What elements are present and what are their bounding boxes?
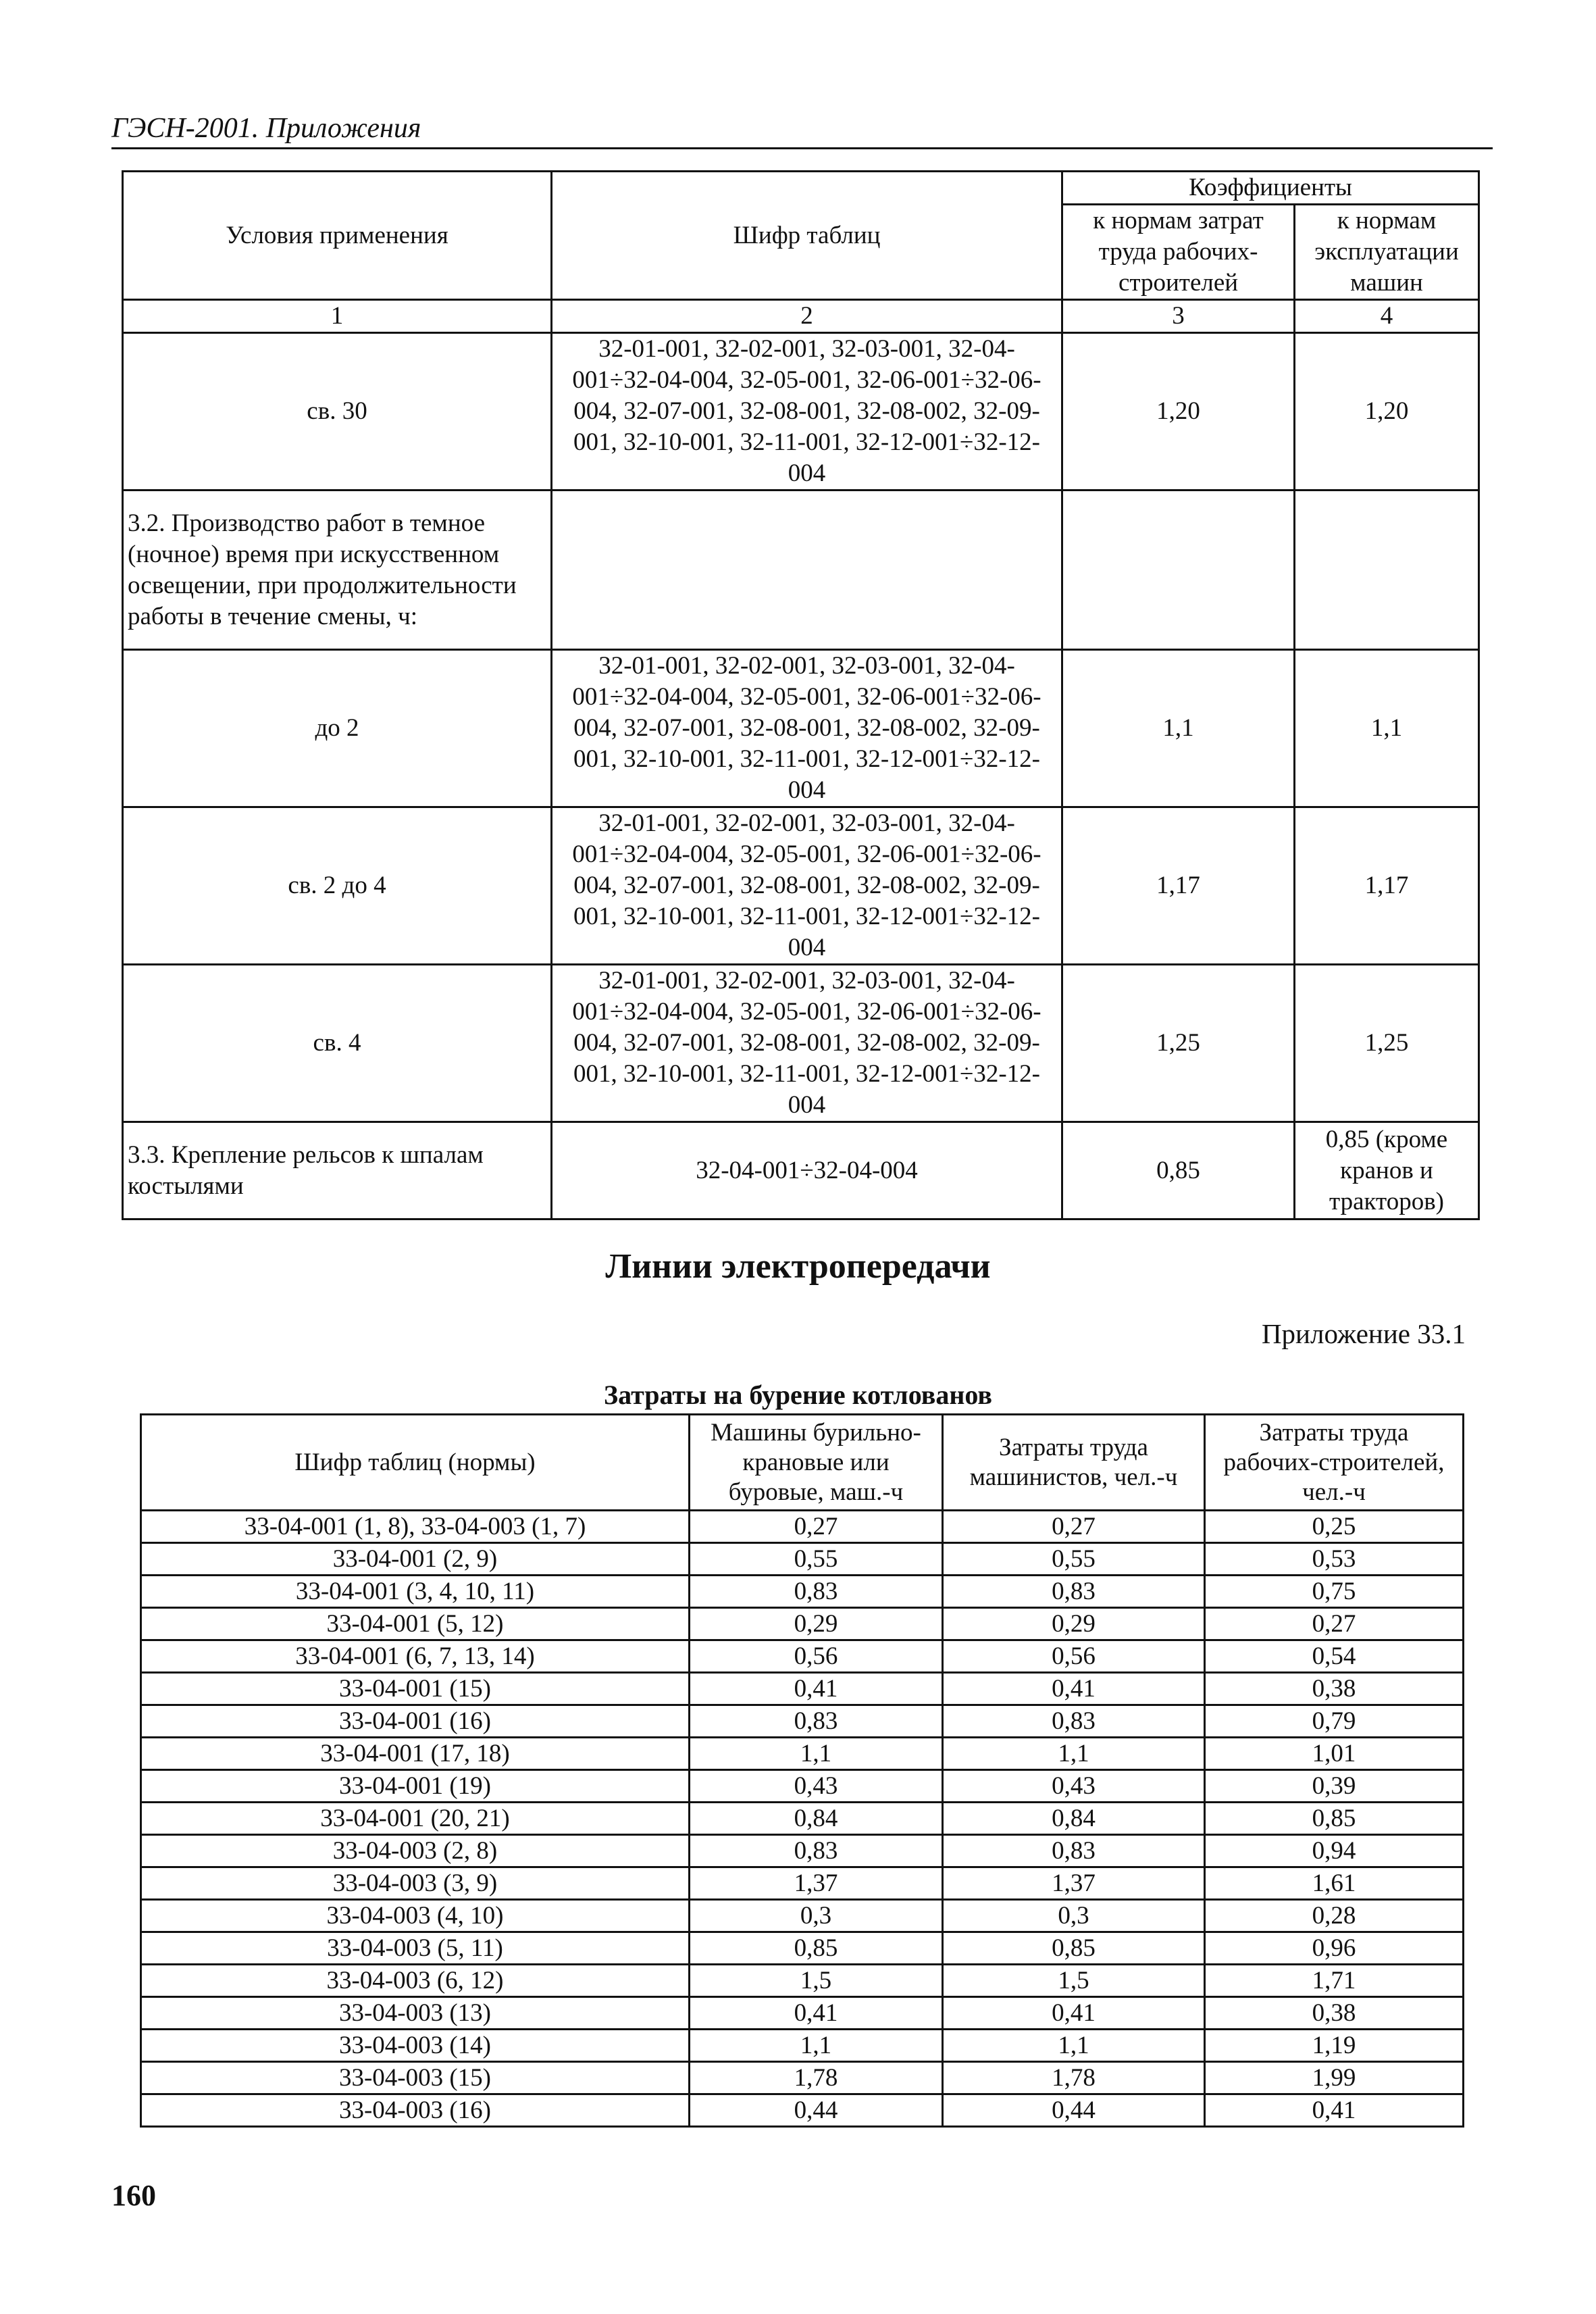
code-cell: 32-01-001, 32-02-001, 32-03-001, 32-04-001÷32-04-004, 32-05-001, 32-06-001÷32-06-004, 32-07-001, 32-08-001, 32-08-002, 32-09-001, 32-10-001, 32-11-001, 32-12-001÷32-12-004: [552, 807, 1062, 965]
labor-coef-cell: 1,17: [1062, 807, 1295, 965]
machines-cell: 0,83: [690, 1576, 943, 1608]
table-row: [123, 491, 1479, 650]
workers-cell: 0,39: [1205, 1770, 1464, 1803]
operators-cell: 0,43: [943, 1770, 1205, 1803]
code-cell: 33-04-001 (5, 12): [141, 1608, 690, 1640]
section-title: Линии электропередачи: [605, 1247, 991, 1286]
machine-coef-cell: 1,1: [1295, 650, 1479, 807]
code-cell: 33-04-003 (5, 11): [141, 1932, 690, 1965]
code-cell: 33-04-001 (2, 9): [141, 1543, 690, 1576]
labor-coef-cell: 1,25: [1062, 965, 1295, 1122]
code-cell: [552, 491, 1062, 650]
code-cell: 32-01-001, 32-02-001, 32-03-001, 32-04-001÷32-04-004, 32-05-001, 32-06-001÷32-06-004, 32-07-001, 32-08-001, 32-08-002, 32-09-001, 32-10-001, 32-11-001, 32-12-001÷32-12-004: [552, 650, 1062, 807]
operators-cell: 0,83: [943, 1576, 1205, 1608]
page-number: 160: [111, 2179, 156, 2212]
machines-cell: 0,56: [690, 1640, 943, 1673]
labor-coef-cell: 1,20: [1062, 333, 1295, 491]
code-cell: 33-04-001 (19): [141, 1770, 690, 1803]
labor-coef-cell: 1,1: [1062, 650, 1295, 807]
machines-cell: 0,3: [690, 1900, 943, 1932]
code-cell: 32-01-001, 32-02-001, 32-03-001, 32-04-001÷32-04-004, 32-05-001, 32-06-001÷32-06-004, 32-07-001, 32-08-001, 32-08-002, 32-09-001, 32-10-001, 32-11-001, 32-12-001÷32-12-004: [552, 333, 1062, 491]
running-header: ГЭСН-2001. Приложения: [111, 109, 1493, 149]
operators-cell: 0,56: [943, 1640, 1205, 1673]
operators-cell: 0,83: [943, 1705, 1205, 1738]
labor-coef-cell: 0,85: [1062, 1122, 1295, 1219]
table-row: [141, 1608, 1464, 1640]
table-row: [141, 2030, 1464, 2062]
code-cell: 33-04-001 (15): [141, 1673, 690, 1705]
table-row: [141, 1932, 1464, 1965]
workers-cell: 0,38: [1205, 1997, 1464, 2030]
table-row: [141, 1640, 1464, 1673]
machines-cell: 0,85: [690, 1932, 943, 1965]
header-code: Шифр таблиц (нормы): [141, 1415, 690, 1511]
operators-cell: 1,78: [943, 2062, 1205, 2094]
table-row: [141, 1511, 1464, 1543]
condition-cell: 3.3. Крепление рельсов к шпалам костылями: [123, 1122, 552, 1219]
code-cell: 33-04-001 (17, 18): [141, 1738, 690, 1770]
machines-cell: 0,83: [690, 1835, 943, 1867]
operators-cell: 0,41: [943, 1673, 1205, 1705]
code-cell: 32-01-001, 32-02-001, 32-03-001, 32-04-001÷32-04-004, 32-05-001, 32-06-001÷32-06-004, 32-07-001, 32-08-001, 32-08-002, 32-09-001, 32-10-001, 32-11-001, 32-12-001÷32-12-004: [552, 965, 1062, 1122]
table-row: [141, 1543, 1464, 1576]
machines-cell: 1,1: [690, 1738, 943, 1770]
drilling-costs-table: [140, 1413, 1464, 2128]
appendix-label: Приложение 33.1: [1261, 1318, 1466, 1349]
machines-cell: 0,43: [690, 1770, 943, 1803]
code-cell: 32-04-001÷32-04-004: [552, 1122, 1062, 1219]
workers-cell: 1,19: [1205, 2030, 1464, 2062]
labor-coef-cell: [1062, 491, 1295, 650]
workers-cell: 0,96: [1205, 1932, 1464, 1965]
table-row: [123, 965, 1479, 1122]
machines-cell: 0,41: [690, 1997, 943, 2030]
code-cell: 33-04-003 (15): [141, 2062, 690, 2094]
operators-cell: 0,27: [943, 1511, 1205, 1543]
machines-cell: 1,37: [690, 1867, 943, 1900]
workers-cell: 0,38: [1205, 1673, 1464, 1705]
header-code: Шифр таблиц: [552, 172, 1062, 300]
operators-cell: 0,85: [943, 1932, 1205, 1965]
machine-coef-cell: 0,85 (кроме кранов и тракторов): [1295, 1122, 1479, 1219]
code-cell: 33-04-003 (6, 12): [141, 1965, 690, 1997]
col-number: 2: [552, 300, 1062, 333]
header-workers: Затраты труда рабочих-строителей, чел.-ч: [1205, 1415, 1464, 1511]
machines-cell: 0,41: [690, 1673, 943, 1705]
table-row: [141, 1803, 1464, 1835]
table-row: [123, 807, 1479, 965]
operators-cell: 0,41: [943, 1997, 1205, 2030]
table-row: [141, 1738, 1464, 1770]
condition-cell: 3.2. Производство работ в темное (ночное) время при искусственном освещении, при продолжительности работы в течение смены, ч:: [123, 491, 552, 650]
coefficients-table: [122, 170, 1480, 1220]
machines-cell: 0,84: [690, 1803, 943, 1835]
table-row: [141, 2062, 1464, 2094]
machines-cell: 0,27: [690, 1511, 943, 1543]
header-coefficients: Коэффициенты: [1062, 172, 1479, 205]
workers-cell: 0,28: [1205, 1900, 1464, 1932]
code-cell: 33-04-003 (3, 9): [141, 1867, 690, 1900]
table-row: [141, 1867, 1464, 1900]
table-row: [123, 650, 1479, 807]
machines-cell: 0,55: [690, 1543, 943, 1576]
col-number: 3: [1062, 300, 1295, 333]
operators-cell: 1,5: [943, 1965, 1205, 1997]
workers-cell: 0,25: [1205, 1511, 1464, 1543]
workers-cell: 1,99: [1205, 2062, 1464, 2094]
code-cell: 33-04-003 (16): [141, 2094, 690, 2127]
operators-cell: 1,1: [943, 2030, 1205, 2062]
table-row: [141, 1770, 1464, 1803]
code-cell: 33-04-003 (2, 8): [141, 1835, 690, 1867]
machines-cell: 0,83: [690, 1705, 943, 1738]
condition-cell: до 2: [123, 650, 552, 807]
condition-cell: св. 2 до 4: [123, 807, 552, 965]
machine-coef-cell: 1,20: [1295, 333, 1479, 491]
header-operators: Затраты труда машинистов, чел.-ч: [943, 1415, 1205, 1511]
workers-cell: 0,75: [1205, 1576, 1464, 1608]
col-number: 1: [123, 300, 552, 333]
code-cell: 33-04-001 (16): [141, 1705, 690, 1738]
operators-cell: 0,83: [943, 1835, 1205, 1867]
machine-coef-cell: 1,25: [1295, 965, 1479, 1122]
workers-cell: 0,85: [1205, 1803, 1464, 1835]
table-row: [123, 333, 1479, 491]
condition-cell: св. 30: [123, 333, 552, 491]
operators-cell: 0,29: [943, 1608, 1205, 1640]
table-row: [141, 1835, 1464, 1867]
table-row: [141, 1997, 1464, 2030]
code-cell: 33-04-001 (3, 4, 10, 11): [141, 1576, 690, 1608]
machines-cell: 0,44: [690, 2094, 943, 2127]
code-cell: 33-04-001 (6, 7, 13, 14): [141, 1640, 690, 1673]
table-row: [141, 1673, 1464, 1705]
machines-cell: 1,5: [690, 1965, 943, 1997]
code-cell: 33-04-001 (1, 8), 33-04-003 (1, 7): [141, 1511, 690, 1543]
code-cell: 33-04-003 (13): [141, 1997, 690, 2030]
operators-cell: 1,37: [943, 1867, 1205, 1900]
operators-cell: 0,84: [943, 1803, 1205, 1835]
workers-cell: 1,61: [1205, 1867, 1464, 1900]
workers-cell: 1,01: [1205, 1738, 1464, 1770]
machines-cell: 0,29: [690, 1608, 943, 1640]
machines-cell: 1,78: [690, 2062, 943, 2094]
operators-cell: 0,44: [943, 2094, 1205, 2127]
col-number: 4: [1295, 300, 1479, 333]
machine-coef-cell: 1,17: [1295, 807, 1479, 965]
header-conditions: Условия применения: [123, 172, 552, 300]
header-labor: к нормам затрат труда рабочих-строителей: [1062, 205, 1295, 300]
table-row: [141, 1705, 1464, 1738]
table-row: [141, 1576, 1464, 1608]
operators-cell: 0,3: [943, 1900, 1205, 1932]
workers-cell: 0,94: [1205, 1835, 1464, 1867]
table-row: [123, 1122, 1479, 1219]
table-title: Затраты на бурение котлованов: [603, 1380, 993, 1410]
header-machines: Машины бурильно-крановые или буровые, маш.-ч: [690, 1415, 943, 1511]
table-row: [141, 1900, 1464, 1932]
workers-cell: 0,27: [1205, 1608, 1464, 1640]
workers-cell: 0,53: [1205, 1543, 1464, 1576]
header-machines: к нормам эксплуатации машин: [1295, 205, 1479, 300]
workers-cell: 0,41: [1205, 2094, 1464, 2127]
code-cell: 33-04-003 (14): [141, 2030, 690, 2062]
workers-cell: 0,54: [1205, 1640, 1464, 1673]
workers-cell: 0,79: [1205, 1705, 1464, 1738]
condition-cell: св. 4: [123, 965, 552, 1122]
operators-cell: 1,1: [943, 1738, 1205, 1770]
code-cell: 33-04-003 (4, 10): [141, 1900, 690, 1932]
workers-cell: 1,71: [1205, 1965, 1464, 1997]
code-cell: 33-04-001 (20, 21): [141, 1803, 690, 1835]
machine-coef-cell: [1295, 491, 1479, 650]
table-row: [141, 2094, 1464, 2127]
table-row: [141, 1965, 1464, 1997]
operators-cell: 0,55: [943, 1543, 1205, 1576]
machines-cell: 1,1: [690, 2030, 943, 2062]
